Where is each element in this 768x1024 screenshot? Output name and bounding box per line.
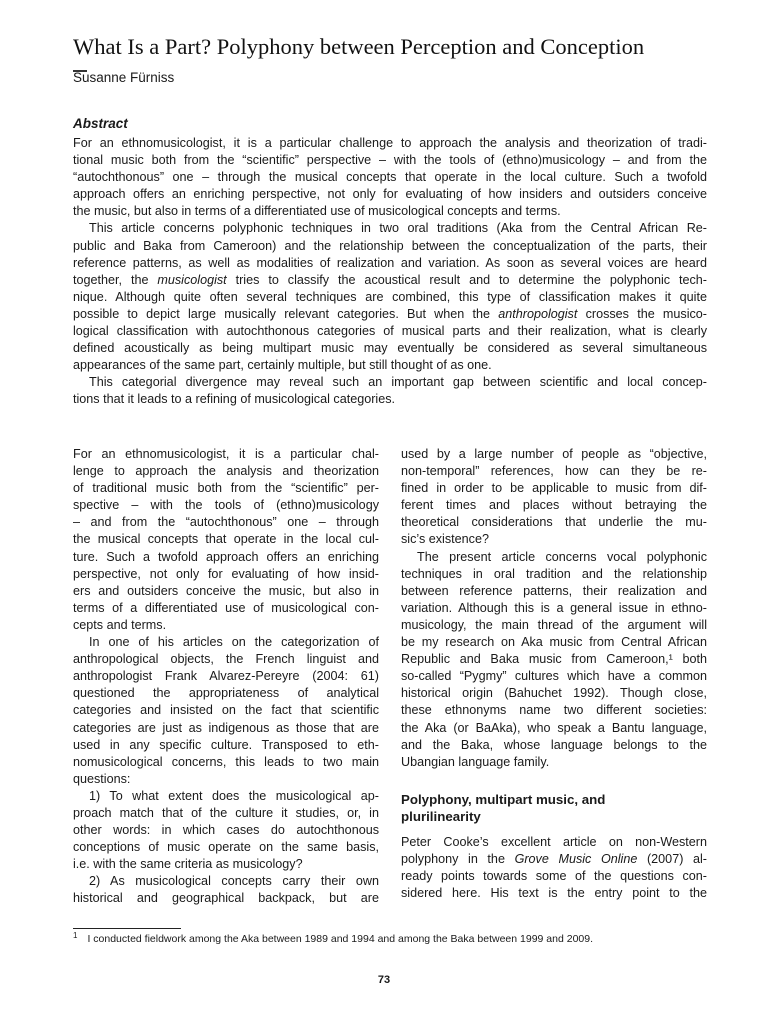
text-line: proach match that of the culture it studies, or, in — [73, 805, 379, 820]
text-line: possible to depict large musically relevant categories. But when the anthropologist crosses the musico- — [73, 306, 708, 321]
text-line: anthropological objects, the French linguist and — [73, 652, 379, 667]
text-line: tions that it leads to a refining of musicological categories. — [73, 392, 396, 407]
text-line: reference patterns, as well as modalities of realization and variation. As soon as several voices are heard — [73, 255, 707, 270]
text-line: questioned the appropriateness of analytical — [73, 686, 379, 701]
abstract-text — [73, 135, 707, 409]
paragraph — [401, 446, 707, 549]
page-number: 73 — [377, 974, 391, 986]
text-line: these ethnonyms name two different societies: — [401, 703, 707, 718]
text-line: non-temporal” references, how can they be re- — [401, 464, 707, 479]
text-line: ture. Such a twofold approach offers an enriching — [73, 549, 379, 564]
footnote-text: I conducted fieldwork among the Aka between 1989 and 1994 and among the Baka between 1999 and 2009. — [87, 933, 594, 945]
paragraph — [73, 873, 379, 907]
text-line: questions: — [73, 771, 131, 786]
text-line: together, the musicologist tries to classify the acoustical result and to determine the polyphonic tech- — [73, 272, 707, 287]
text-line: anthropologist Frank Alvarez-Pereyre (2004: 61) — [73, 669, 379, 684]
paragraph — [73, 220, 707, 374]
text-line: sic’s existence? — [401, 532, 489, 547]
text-line: conceptions of music operate on the same basis, — [73, 840, 379, 855]
text-line: nomusicological concerns, this leads to two main — [73, 754, 379, 769]
text-line: sidered here. His text is the entry point to the — [401, 886, 707, 901]
text-line: between reference patterns, their realization and — [401, 583, 707, 598]
article-title: What Is a Part? Polyphony between Perception and Conception — [73, 34, 645, 59]
section-heading — [401, 791, 707, 825]
paragraph — [401, 549, 707, 771]
text-line: tional music both from the “scientific” perspective – with the tools of (ethno)musicology – and from the — [73, 153, 707, 168]
footnote — [73, 931, 593, 945]
heading-line: plurilinearity — [401, 808, 481, 824]
text-line: cepts and terms. — [73, 617, 167, 632]
abstract-heading: Abstract — [73, 116, 128, 131]
text-line: categories and insisted on the fact that scientific — [73, 703, 379, 718]
text-line: In one of his articles on the categorization of — [89, 635, 379, 650]
text-line: be my research on Aka music from Central African — [401, 635, 707, 650]
text-line: spective – with the tools of (ethno)musicology — [73, 498, 379, 513]
text-line: the musical concepts that operate in the local cul- — [73, 532, 379, 547]
text-line: perspective, not only for evaluating of how insid- — [73, 566, 379, 581]
paragraph — [401, 834, 707, 902]
text-line: musicology, the main thread of the argument will — [401, 617, 707, 632]
body-column-left — [73, 446, 379, 908]
text-line: This article concerns polyphonic techniques in two oral traditions (Aka from the Central African Re- — [89, 221, 707, 236]
paragraph — [73, 374, 707, 408]
text-line: For an ethnomusicologist, it is a particular challenge to approach the analysis and theorization of tradi- — [73, 136, 707, 150]
text-line: Peter Cooke’s excellent article on non-Western — [401, 834, 707, 849]
text-line: 2) As musicological concepts carry their own — [89, 874, 379, 889]
text-line: Republic and Baka music from Cameroon,¹ both — [401, 652, 707, 667]
text-line: ers and outsiders conceive the music, but also in — [73, 583, 379, 598]
text-line: ready points towards some of the questions con- — [401, 868, 707, 883]
text-line: used in any specific culture. Transposed to eth- — [73, 737, 379, 752]
text-line: The present article concerns vocal polyphonic — [417, 549, 707, 564]
text-line: defined acoustically as being multipart music may eventually be considered as several simultaneous — [73, 341, 707, 356]
text-line: i.e. with the same criteria as musicology? — [73, 857, 303, 872]
text-line: For an ethnomusicologist, it is a particular chal- — [73, 447, 379, 461]
text-line: the Aka (or BaAka), who speak a Bantu language, — [401, 720, 707, 735]
paragraph — [73, 446, 379, 634]
footnote-rule — [73, 928, 181, 929]
text-line: logical classification with autochthonous categories of musical parts and their realization, what is clearly — [73, 324, 707, 339]
text-line: appearances of the same part, certainly multiple, but still thought of as one. — [73, 358, 492, 373]
text-line: of traditional music both from the “scientific” per- — [73, 481, 379, 496]
text-line: – and from the “autochthonous” one – through — [73, 515, 379, 530]
text-line: other words: in which cases do autochthonous — [73, 823, 379, 838]
text-line: Ubangian language family. — [401, 754, 550, 769]
text-line: the music, but also in terms of a differentiated use of musicological concepts and terms. — [73, 204, 561, 219]
text-line: “autochthonous” one – through the musical concepts that operate in the local culture. Such a twofold — [73, 170, 707, 185]
paragraph — [73, 135, 707, 220]
text-line: categories are just as indigenous as those that are — [73, 720, 379, 735]
text-line: variation. Although this is a general issue in ethno- — [401, 600, 707, 615]
footnote-marker: 1 — [73, 931, 78, 940]
text-line: and the Baka, whose language belongs to the — [401, 737, 707, 752]
text-line: ferent times and places without betraying the — [401, 498, 707, 513]
author-name: Susanne Fürniss — [73, 70, 175, 85]
text-line: terms of a differentiated use of musicological con- — [73, 600, 379, 615]
text-line: historical origin (Bahuchet 1992). Though close, — [401, 686, 707, 701]
text-line: theoretical considerations that underlie the mu- — [401, 515, 707, 530]
text-line: approach offers an enriching perspective, not only for evaluating of how insiders and outsiders conceive — [73, 187, 707, 202]
paragraph — [73, 634, 379, 788]
text-line: used by a large number of people as “objective, — [401, 447, 707, 461]
text-line: historical and geographical backpack, but are — [73, 891, 379, 906]
text-line: 1) To what extent does the musicological ap- — [89, 788, 379, 803]
text-line: nique. Although quite often several techniques are combined, this type of classification makes it quite — [73, 289, 707, 304]
heading-line: Polyphony, multipart music, and — [401, 791, 606, 807]
text-line: techniques in oral tradition and the relationship — [401, 566, 707, 581]
text-line: public and Baka from Cameroon) and the relationship between the conceptualization of the parts, their — [73, 238, 707, 253]
text-line: This categorial divergence may reveal such an important gap between scientific and local concep- — [89, 375, 707, 390]
body-column-right — [401, 446, 707, 902]
text-line: fined in order to be applicable to music from dif- — [401, 481, 707, 496]
paragraph — [73, 788, 379, 873]
text-line: lenge to approach the analysis and theorization — [73, 464, 379, 479]
text-line: so-called “Pygmy” cultures which have a common — [401, 669, 707, 684]
text-line: polyphony in the Grove Music Online (2007) al- — [401, 851, 707, 866]
